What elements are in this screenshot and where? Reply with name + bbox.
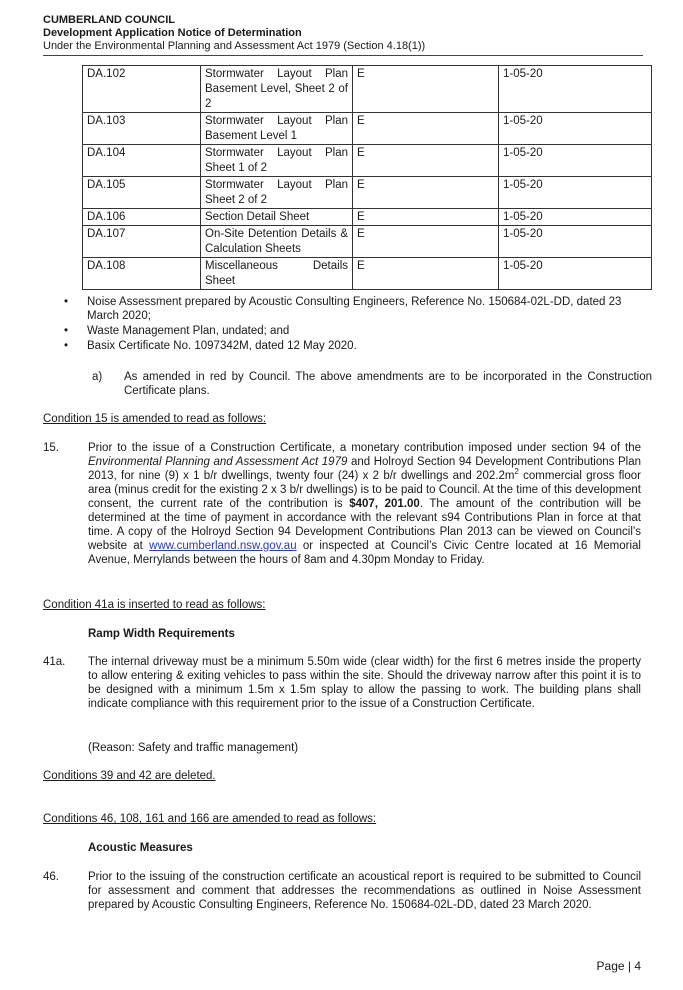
plan-number: DA.104 [83, 145, 201, 177]
plan-revision: E [353, 226, 499, 258]
condition-46-heading: Conditions 46, 108, 161 and 166 are amended to read as follows: [43, 813, 377, 825]
plan-date: 1-05-20 [499, 145, 652, 177]
plan-revision: E [353, 145, 499, 177]
plan-date: 1-05-20 [499, 226, 652, 258]
plan-description: Section Detail Sheet [201, 209, 353, 226]
plan-date: 1-05-20 [499, 258, 652, 290]
plan-description: Miscellaneous Details Sheet [201, 258, 353, 290]
list-item [64, 324, 654, 338]
text-segment: and Holroyd Section 94 Development Contributions Plan 2013, for nine (9) x 1 b/r dwellings, twenty four (24) x 2 b/r dwellings and 202.2m [88, 456, 641, 482]
table-row [83, 145, 652, 177]
document-title: Development Application Notice of Determination [43, 27, 302, 39]
plan-description: Stormwater Layout Plan Basement Level 1 [201, 113, 353, 145]
list-item-text: Noise Assessment prepared by Acoustic Consulting Engineers, Reference No. 150684-02L-DD, dated 23 March 2020; [87, 296, 622, 322]
plan-description: Stormwater Layout Plan Basement Level, Sheet 2 of 2 [201, 66, 353, 113]
plan-revision: E [353, 66, 499, 113]
amendment-label: a) [92, 371, 103, 383]
contribution-amount: $407, 201.00 [349, 498, 420, 510]
plans-table [82, 65, 652, 290]
plan-number: DA.106 [83, 209, 201, 226]
page-number: Page | 4 [596, 959, 641, 973]
table-row [83, 209, 652, 226]
list-item-text: Waste Management Plan, undated; and [87, 325, 290, 337]
plan-number: DA.105 [83, 177, 201, 209]
plan-revision: E [353, 258, 499, 290]
table-row [83, 177, 652, 209]
plan-description: Stormwater Layout Plan Sheet 2 of 2 [201, 177, 353, 209]
table-row [83, 66, 652, 113]
text-segment: Prior to the issue of a Construction Certificate, a monetary contribution imposed under section 94 of the [88, 442, 641, 454]
plan-description: Stormwater Layout Plan Sheet 1 of 2 [201, 145, 353, 177]
superscript: 2 [514, 467, 519, 477]
table-row [83, 258, 652, 290]
table-row [83, 226, 652, 258]
act-reference: Under the Environmental Planning and Assessment Act 1979 (Section 4.18(1)) [43, 40, 426, 52]
plan-number: DA.108 [83, 258, 201, 290]
condition-15-number: 15. [43, 442, 59, 454]
deleted-conditions: Conditions 39 and 42 are deleted. [43, 770, 216, 782]
bullet-icon: • [64, 340, 69, 352]
plan-revision: E [353, 113, 499, 145]
text-segment: . The amount of the contribution will be determined at the time of payment in accordance with the relevant s94 Contributions Plan in force at that time. A copy of the Holroyd Section 94 Development Contributions Plan 2013 can be viewed on Council’s website at [88, 498, 641, 552]
plan-date: 1-05-20 [499, 209, 652, 226]
council-name: CUMBERLAND COUNCIL [43, 14, 175, 26]
list-item [64, 295, 654, 323]
header-divider [43, 55, 643, 56]
plan-number: DA.102 [83, 66, 201, 113]
ramp-width-title: Ramp Width Requirements [88, 628, 235, 640]
plan-date: 1-05-20 [499, 66, 652, 113]
list-item-text: Basix Certificate No. 1097342M, dated 12 May 2020. [87, 340, 357, 352]
text-segment: commercial gross floor area (minus credit for the existing 2 x 3 b/r dwellings) is to be paid to Council. At the time of this development consent, the current rate of the contribution is [88, 470, 641, 510]
bullet-icon: • [64, 296, 69, 308]
plan-date: 1-05-20 [499, 177, 652, 209]
condition-15-text [88, 441, 641, 567]
plan-revision: E [353, 177, 499, 209]
plan-date: 1-05-20 [499, 113, 652, 145]
document-header [43, 14, 643, 53]
plan-revision: E [353, 209, 499, 226]
document-list [64, 295, 654, 353]
plan-number: DA.107 [83, 226, 201, 258]
council-website-link[interactable]: www.cumberland.nsw.gov.au [149, 540, 297, 552]
condition-41a-text: The internal driveway must be a minimum 5.50m wide (clear width) for the first 6 metres inside the property to allow entering & exiting vehicles to pass within the site. Should the driveway narrow after this point it is to be designed with a minimum 1.5m x 1.5m splay to allow the passing to work. The building plans shall indicate compliance with this requirement prior to the issue of a Construction Certificate. [88, 656, 641, 710]
acoustic-measures-title: Acoustic Measures [88, 842, 193, 854]
plan-description: On-Site Detention Details & Calculation Sheets [201, 226, 353, 258]
condition-41a-number: 41a. [43, 656, 66, 668]
condition-15-heading: Condition 15 is amended to read as follows: [43, 413, 267, 425]
condition-46-number: 46. [43, 871, 59, 883]
condition-41a-reason: (Reason: Safety and traffic management) [88, 742, 299, 754]
bullet-icon: • [64, 325, 69, 337]
condition-46-text: Prior to the issuing of the construction certificate an acoustical report is required to be submitted to Council for assessment and comment that addresses the recommendations as outlined in Noise Assessment prepared by Acoustic Consulting Engineers, Reference No. 150684-02L-DD, dated 23 March 2020. [88, 871, 641, 911]
amendment-text: As amended in red by Council. The above amendments are to be incorporated in the Construction Certificate plans. [124, 371, 652, 397]
plan-number: DA.103 [83, 113, 201, 145]
condition-41a-heading: Condition 41a is inserted to read as follows: [43, 599, 266, 611]
table-row [83, 113, 652, 145]
text-segment: or inspected at Council’s Civic Centre located at 16 Memorial Avenue, Merrylands between the hours of 8am and 4.30pm Monday to Friday. [88, 540, 641, 566]
amendment-note [92, 370, 652, 398]
list-item [64, 339, 654, 353]
act-title: Environmental Planning and Assessment Act 1979 [88, 456, 348, 468]
